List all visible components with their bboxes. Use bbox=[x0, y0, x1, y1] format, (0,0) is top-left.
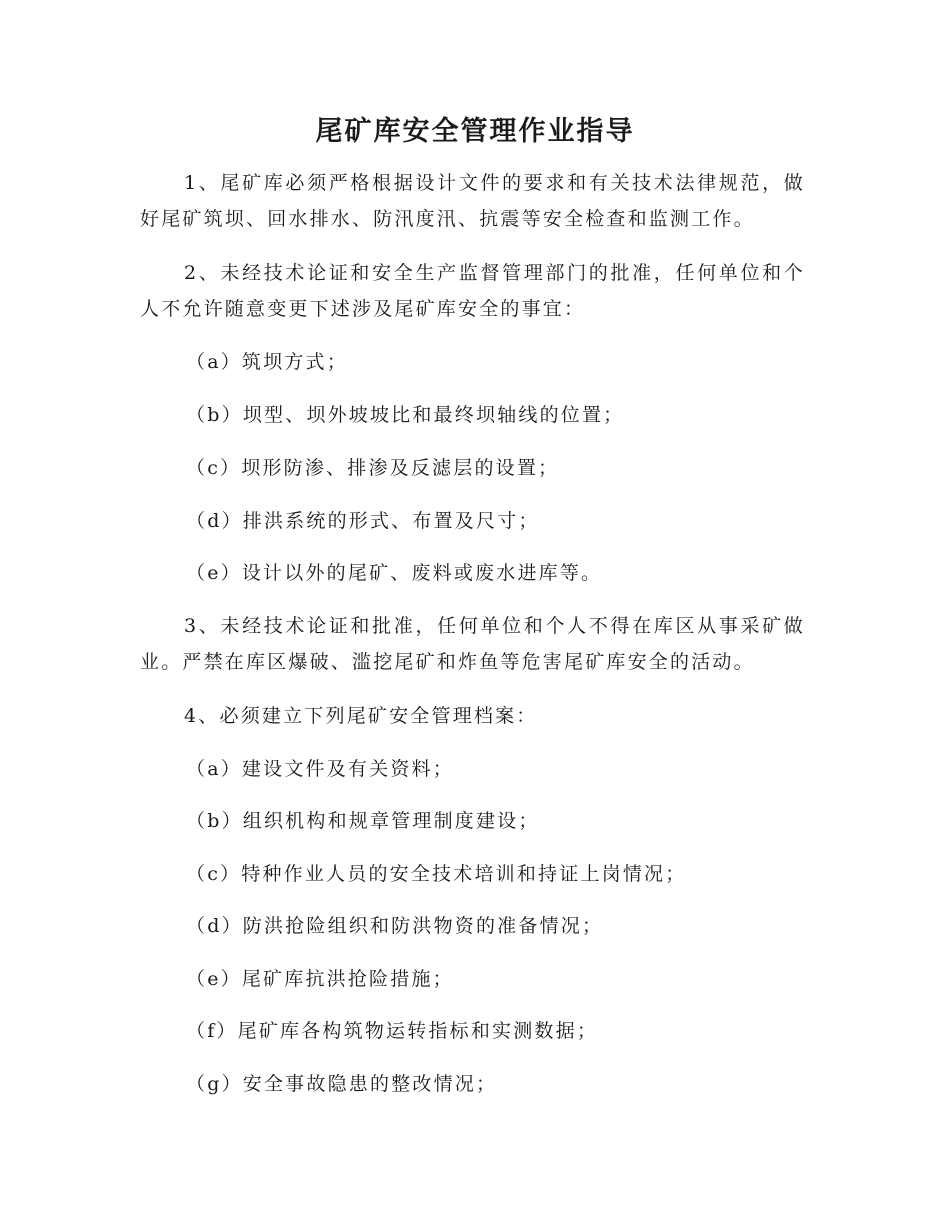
list-item-4d: （d）防洪抢险组织和防洪物资的准备情况； bbox=[186, 915, 604, 937]
paragraph-3: 3、未经技术论证和批准，任何单位和个人不得在库区从事采矿做业。严禁在库区爆破、滥挖尾矿和炸鱼等危害尾矿库安全的活动。 bbox=[140, 615, 805, 673]
paragraph-2: 2、未经技术论证和安全生产监督管理部门的批准，任何单位和个人不允许随意变更下述涉及尾矿库安全的事宜： bbox=[140, 262, 805, 320]
list-item-4g: （g）安全事故隐患的整改情况； bbox=[186, 1073, 498, 1095]
list-item-4e: （e）尾矿库抗洪抢险措施； bbox=[186, 968, 454, 990]
list-item-4f: （f）尾矿库各构筑物运转指标和实测数据； bbox=[186, 1020, 599, 1042]
list-item-4b: （b）组织机构和规章管理制度建设； bbox=[186, 810, 540, 832]
document-title: 尾矿库安全管理作业指导 bbox=[315, 116, 635, 147]
paragraph-4: 4、必须建立下列尾矿安全管理档案： bbox=[184, 705, 538, 727]
list-item-2b: （b）坝型、坝外坡坡比和最终坝轴线的位置； bbox=[186, 404, 625, 426]
list-item-4a: （a）建设文件及有关资料； bbox=[186, 758, 454, 780]
list-item-2a: （a）筑坝方式； bbox=[186, 351, 348, 373]
list-item-2d: （d）排洪系统的形式、布置及尺寸； bbox=[186, 510, 540, 532]
list-item-2c: （c）坝形防渗、排渗及反滤层的设置； bbox=[186, 457, 560, 479]
list-item-2e: （e）设计以外的尾矿、废料或废水进库等。 bbox=[186, 562, 603, 584]
paragraph-1: 1、尾矿库必须严格根据设计文件的要求和有关技术法律规范，做好尾矿筑坝、回水排水、防汛度汛、抗震等安全检查和监测工作。 bbox=[140, 172, 805, 230]
list-item-4c: （c）特种作业人员的安全技术培训和持证上岗情况； bbox=[186, 863, 687, 885]
